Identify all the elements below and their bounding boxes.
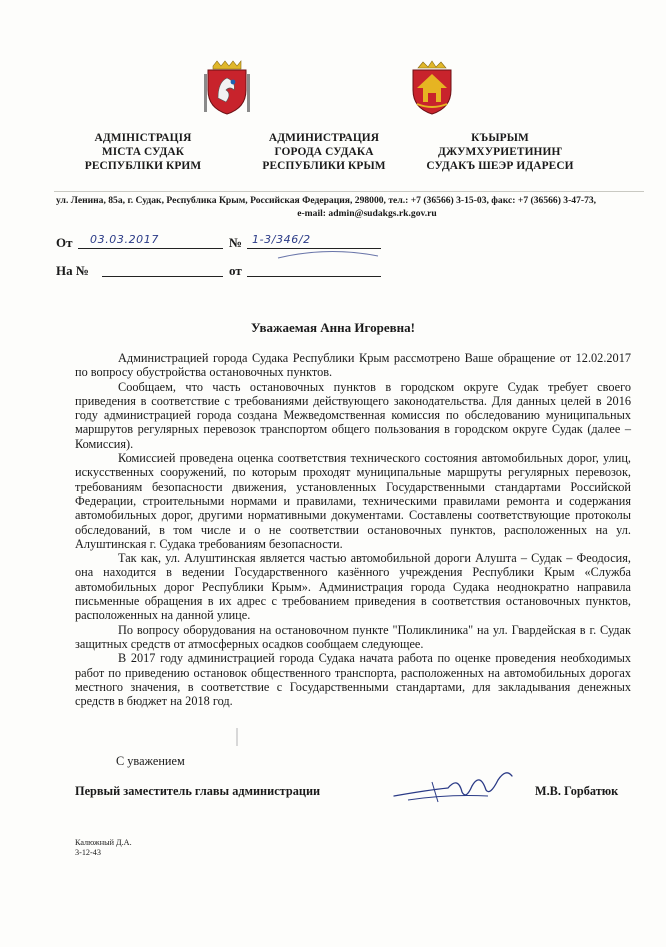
header-crimean-tatar-line-3: СУДАКЪ ШЕЭР ИДАРЕСИ: [426, 160, 574, 172]
address-block: [56, 194, 642, 220]
closing: С уважением: [116, 754, 185, 768]
header-russian-line-1: АДМИНИСТРАЦИЯ: [268, 132, 380, 144]
address-line: ул. Ленина, 85а, г. Судак, Республика Крым, Российская Федерация, 298000, тел.: +7 (36566) 3-15-03, факс: +7 (36566) 3-47-73,: [56, 195, 597, 206]
letter-body: [75, 351, 631, 708]
crimea-coat-of-arms-icon: [204, 60, 250, 116]
header-ukrainian: [53, 131, 233, 173]
paragraph-5: По вопросу оборудования на остановочном пункте "Поликлиника" на ул. Гвардейская в г. Судак защитных средств от атмосферных осадков сообщаем следующее.: [75, 622, 631, 651]
from-label: От: [56, 235, 73, 250]
header-ukrainian-line-1: АДМІНІСТРАЦІЯ: [94, 132, 192, 144]
paragraph-4: Так как, ул. Алуштинская является частью автомобильной дороги Алушта – Судак – Феодосия, она находится в ведении Государственного казённого учреждения Республики Крым «Служба автомобильных дорог Республики Крым». Администрация города Судака неоднократно направила письменные обращения в их адрес с требованием приведения в соответствия остановочных пунктов, расположенных на данной улице.: [75, 551, 631, 623]
paragraph-2: Сообщаем, что часть остановочных пунктов в городском округе Судак требует своего приведения в соответствие с требованиями действующего законодательства. Для данных целей в 2016 году администрацией города создана Межведомственная комиссия по обследованию муниципальных маршрутов регулярных перевозок транспортом общего пользования в городском округе Судак (далее – Комиссия).: [75, 379, 631, 451]
signer-name: М.В. Горбатюк: [535, 784, 619, 798]
signer-title: Первый заместитель главы администрации: [75, 784, 321, 798]
scan-margin-mark: [236, 728, 238, 746]
paragraph-6: В 2017 году администрацией города Судака начата работа по оценке проведения необходимых работ по приведению остановок общественного транспорта, расположенных на автомобильных дорогах местного значения, в соответствие с Государственными стандартами, для закладывания денежных средств в бюджет на 2018 год.: [75, 651, 631, 709]
number-line: [247, 248, 381, 249]
number-label: №: [229, 235, 243, 250]
executor-phone: 3-12-43: [75, 848, 101, 857]
salutation: Уважаемая Анна Игоревна!: [251, 320, 415, 335]
header-russian: [234, 131, 414, 173]
header-crimean-tatar-line-2: ДЖУМХУРИЕТИНИҤ: [437, 146, 563, 158]
to-number-line: [102, 276, 223, 277]
from-date-value: 03.03.2017: [90, 233, 159, 246]
sudak-coat-of-arms-icon: [409, 60, 455, 116]
header-ukrainian-line-3: РЕСПУБЛІКИ КРИМ: [84, 160, 202, 172]
paragraph-1: Администрацией города Судака Республики Крым рассмотрено Ваше обращение от 12.02.2017 по вопросу обустройства остановочных пунктов.: [75, 351, 631, 380]
executor-info: [75, 838, 132, 858]
handwritten-signature: [388, 766, 528, 812]
header-russian-line-2: ГОРОДА СУДАКА: [274, 146, 374, 158]
email-line: e-mail: admin@sudakgs.rk.gov.ru: [297, 208, 437, 219]
header-crimean-tatar-line-1: КЪЫРЫМ: [471, 132, 529, 144]
number-value: 1-3/346/2: [252, 233, 311, 246]
to-date-line: [247, 276, 381, 277]
to-from-label: от: [229, 263, 242, 278]
executor-name: Калюжный Д.А.: [75, 838, 132, 847]
pen-stroke-mark: [238, 250, 448, 320]
paragraph-3: Комиссией проведена оценка соответствия технического состояния автомобильных дорог, улиц, искусственных сооружений, по которым проходят муниципальные маршруты регулярных перевозок, требованиям безопасности движения, установленных Государственными стандартами Российской Федерации, строительными нормами и правилами, техническими правилами ремонта и содержания автомобильных дорог, другими нормативными документами. Составлены соответствующие протоколы обследований, в том числе и о не соответствии остановочных пунктов, расположенных на ул. Алуштинская г. Судака требованиям безопасности.: [75, 451, 631, 551]
header-russian-line-3: РЕСПУБЛИКИ КРЫМ: [262, 160, 386, 172]
to-label: На №: [56, 263, 89, 278]
header-divider: [54, 191, 644, 192]
header-ukrainian-line-2: МІСТА СУДАК: [101, 146, 185, 158]
from-date-line: [78, 248, 223, 249]
header-crimean-tatar: [410, 131, 590, 173]
